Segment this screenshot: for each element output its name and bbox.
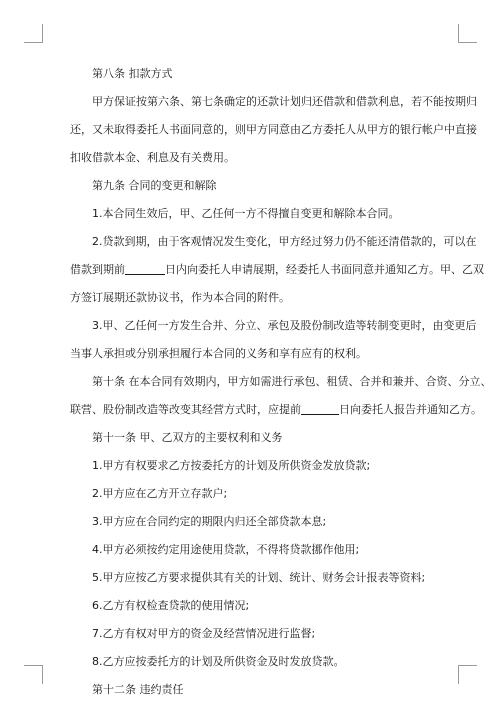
article11-item-2: 2.甲方应在乙方开立存款户;: [92, 487, 228, 500]
crop-mark-top-right: [458, 24, 477, 43]
article9-item3-line-2: 当事人承担或分别承担履行本合同的义务和享有应有的权利。: [70, 347, 367, 360]
article12-heading: 第十二条 违约责任: [92, 683, 184, 696]
article9-item2-line-2: [70, 258, 484, 281]
crop-mark-bottom-right: [458, 665, 477, 684]
crop-mark-bottom-left: [24, 665, 43, 684]
article8-line-2: 还，又未取得委托人书面同意的，则甲方同意由乙方委托人从甲方的银行帐户中直接: [70, 123, 477, 136]
article10-line-2: [70, 398, 482, 421]
article11-item-3: 3.甲方应在合同约定的期限内归还全部贷款本息;: [92, 515, 327, 528]
document-body: [70, 62, 492, 706]
crop-mark-top-left: [24, 24, 43, 43]
article10-line-1: 第十条 在本合同有效期内，甲方如需进行承包、租赁、合并和兼并、合资、分立、: [92, 375, 492, 388]
fill-in-blank[interactable]: [301, 402, 339, 415]
article11-item-5: 5.甲方应按乙方要求提供其有关的计划、统计、财务会计报表等资料;: [92, 571, 426, 584]
article9-heading: 第九条 合同的变更和解除: [92, 179, 217, 192]
article10-text-a: 联营、股份制改造等改变其经营方式时，应提前: [70, 403, 301, 416]
article8-heading: 第八条 扣款方式: [92, 67, 173, 80]
article11-item-8: 8.乙方应按委托方的计划及所供资金及时发放贷款。: [92, 655, 345, 668]
article9-item2-line-1: 2.贷款到期，由于客观情况发生变化，甲方经过努力仍不能还清借款的，可以在: [92, 235, 477, 248]
article11-item-7: 7.乙方有权对甲方的资金及经营情况进行监督;: [92, 627, 316, 640]
article11-heading: 第十一条 甲、乙双方的主要权利和义务: [92, 431, 283, 444]
article8-line-1: 甲方保证按第六条、第七条确定的还款计划归还借款和借款利息，若不能按期归: [92, 95, 477, 108]
article9-item3-line-1: 3.甲、乙任何一方发生合并、分立、承包及股份制改造等转制变更时，由变更后: [92, 319, 477, 332]
article11-item-4: 4.甲方必须按约定用途使用贷款，不得将贷款挪作他用;: [92, 543, 360, 556]
article11-item-1: 1.甲方有权要求乙方按委托方的计划及所供资金发放贷款;: [92, 459, 371, 472]
article11-item-6: 6.乙方有权检查贷款的使用情况;: [92, 599, 250, 612]
article9-item2-line-3: 方签订展期还款协议书，作为本合同的附件。: [70, 291, 290, 304]
article9-item1: 1.本合同生效后，甲、乙任何一方不得擅自变更和解除本合同。: [92, 207, 400, 220]
fill-in-blank[interactable]: [125, 262, 165, 275]
article8-line-3: 扣收借款本金、利息及有关费用。: [70, 151, 235, 164]
article9-item2-text-a: 借款到期前: [70, 263, 125, 276]
article9-item2-text-b: 日内向委托人申请展期，经委托人书面同意并通知乙方。甲、乙双: [165, 263, 484, 276]
article10-text-b: 日向委托人报告并通知乙方。: [339, 403, 482, 416]
